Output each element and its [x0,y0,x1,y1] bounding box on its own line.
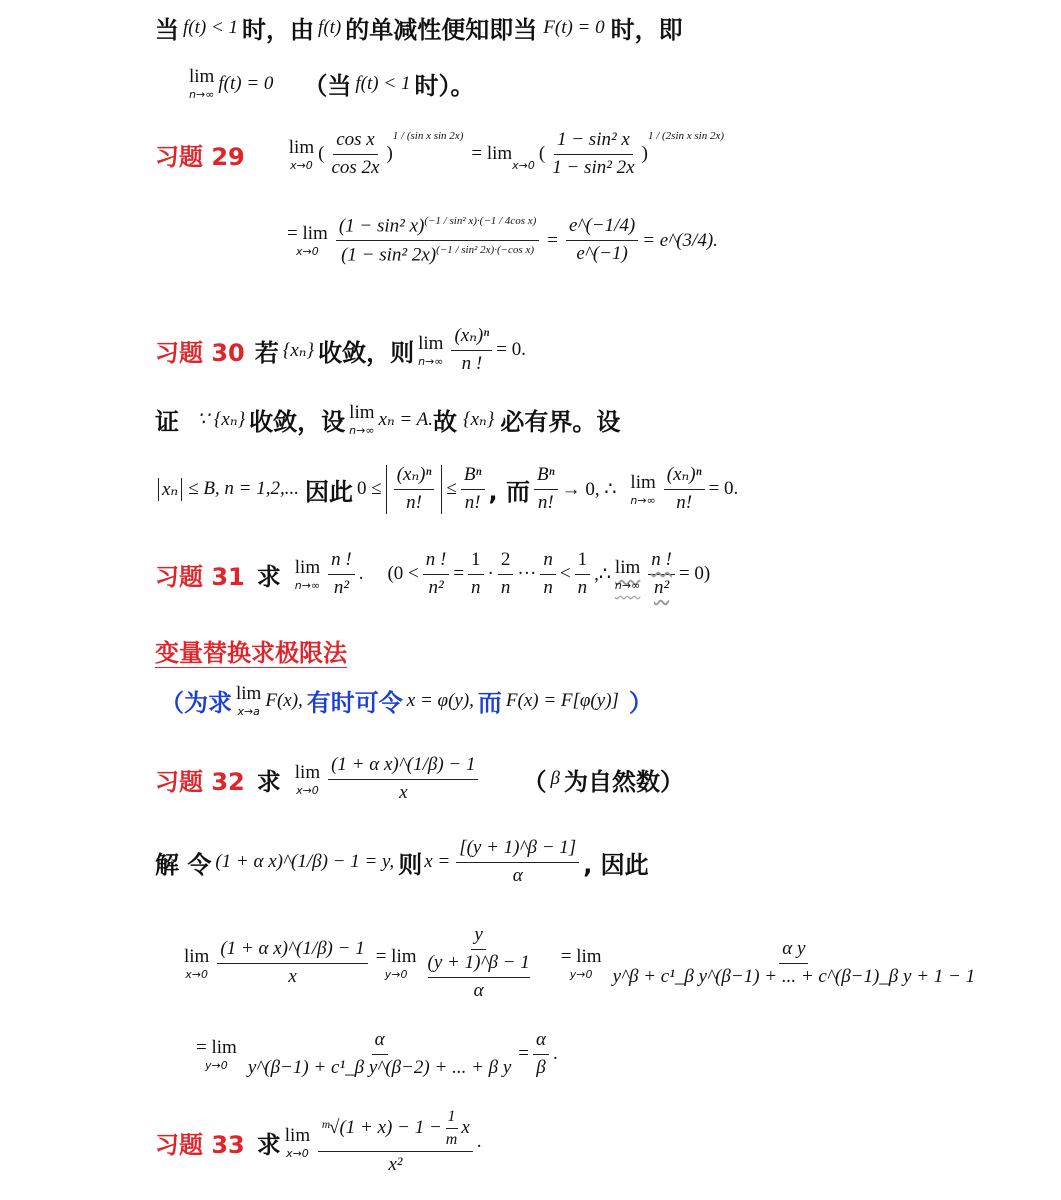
denominator: n² [428,576,444,598]
math: = lim [471,143,513,165]
numerator [336,215,539,241]
limit [285,1126,310,1159]
proof-30-line-1 [155,402,1061,437]
abs-value: xₙ [158,478,182,501]
math: F(x), [265,689,303,711]
numerator: α [533,1030,549,1055]
math: x = [424,851,451,873]
denominator [338,241,537,266]
text: 求 [256,562,281,591]
math: f(t) < 1 [355,72,411,94]
underlined-expression [611,550,679,599]
numerator: 1 [468,550,484,575]
den-base: (1 − sin² 2x) [341,244,437,266]
fraction [318,1108,473,1176]
math: ≤ [446,478,457,500]
text: 收敛，则 [318,338,415,367]
denominator: β [536,1056,546,1078]
numerator: (1 + α x)^(1/β) − 1 [217,939,367,964]
lim-text: lim [288,136,315,158]
exercise-31: 习题 31 求 lim n→∞ $\frac{n !}{\text{n²}}$ . (0 < $\frac{n !}{\text{n²}}$ = $\frac{1}{n}$ · $\frac{2}{n}$ ··· $\frac{n}{n}$ < $\frac{1}{n}$ ,∴ lim n→∞ $\frac{n !}{\text{n²}}$ = 0) [155,549,711,598]
denominator: y^β + c¹_β y^(β−1) + ... + c^(β−1)_β y + 1 − 1 [612,965,976,987]
math: = 0. [708,478,739,500]
exercise-33 [155,1108,1061,1176]
denominator: n [500,576,511,598]
solution-32-line-1 [155,838,1061,887]
math: ,∴ [594,563,611,585]
math: . [358,563,364,585]
denominator: y^(β−1) + c¹_β y^(β−2) + ... + β y [247,1056,512,1078]
lim-sub: y→0 [569,967,593,981]
text: 必有界。设 [500,408,621,436]
math: < [559,563,571,585]
limit [289,138,314,171]
limit [630,473,655,506]
lim-text: lim [630,471,656,493]
lim-text: = lim [560,945,602,967]
fraction [610,939,979,988]
num-exp: (−1 / sin² x)·(−1 / 4cos x) [424,215,537,227]
math: = 0. [496,339,526,361]
numerator: (xₙ)ⁿ [394,465,435,490]
lim-sub: x→0 [296,245,319,259]
text: 求 [256,767,281,796]
limit [561,947,602,980]
section-title: 变量替换求极限法 [155,639,347,667]
lim-text: lim [349,402,375,423]
inner-numerator: 1 [446,1108,458,1129]
numerator [318,1108,473,1152]
denominator [425,950,533,1002]
lim-sub: x→0 [185,967,209,981]
text: 若 [254,338,279,367]
denominator: n ! [461,352,483,374]
lim-text: = lim [287,223,328,245]
exercise-29-line-1: 习题 29 lim x→0 ( $\frac{\text{cos x}}{\cos 2x}$ ) 1 / (sin x sin 2x) = lim x→0 ( $\frac{\text{1 − sin² x}}{\text{1 − sin² 2x}}$ ) 1 / (2sin x sin 2x) [155,129,725,178]
exercise-32 [155,755,1061,804]
inner-numerator: (y + 1)^β − 1 [428,953,530,978]
limit [295,558,320,591]
lim-text: lim [418,332,444,354]
lim-text: = lim [196,1036,237,1058]
denominator: x [399,781,408,803]
exercise-label: 习题 31 [155,562,245,591]
limit [512,138,535,171]
text: 的单减性便知即当 [345,16,538,44]
limit [615,558,640,591]
lim-sub: n→∞ [349,424,375,437]
exercise-30 [155,326,1061,375]
numerator: α [372,1030,388,1055]
lim-text: lim [294,761,321,783]
fraction [217,939,367,988]
limit [236,684,261,717]
text: （当 [303,72,352,100]
exercise-label: 习题 33 [155,1130,245,1159]
math: 0 ≤ [357,478,382,500]
denominator: x [288,965,297,987]
fraction [648,550,675,599]
text: （ [522,767,547,796]
num-x: x [461,1116,470,1138]
text: 有时可令 [306,689,403,717]
math: = [453,563,465,585]
limit [295,763,320,796]
math: (0 < [387,563,419,585]
text: 证 [155,408,179,436]
limit [196,1038,237,1071]
limit [376,947,417,980]
denominator: n! [676,491,693,513]
denominator: n² [333,576,350,598]
text: 故 [433,408,457,436]
text: 因此 [305,477,353,506]
substitution-note [160,683,1061,718]
fraction [423,550,450,599]
math: f(t) = 0 [218,72,274,94]
fraction [575,550,591,599]
math: . [476,1131,482,1153]
denominator: n! [464,491,481,513]
denominator: n [471,576,481,598]
numerator: (1 + α x)^(1/β) − 1 [328,755,478,780]
limit [349,403,374,436]
fraction [566,216,638,265]
math: f(t) < 1 [183,16,239,38]
lim-sub: n→∞ [189,88,215,101]
text: 为自然数） [563,767,684,796]
numerator: (xₙ)ⁿ [664,465,705,490]
fraction [468,550,484,599]
lim-sub: n→∞ [418,354,444,368]
section-heading [155,633,1061,668]
proof-30-line-2 [158,465,1061,514]
fraction [451,326,492,375]
numerator: cos x [333,130,378,155]
text: 而 [477,689,502,717]
num-root: ᵐ√(1 + x) − 1 − [321,1116,442,1138]
denominator: n! [406,491,422,513]
numerator: 1 − sin² x [554,130,633,155]
fraction [533,1030,549,1079]
math: x = φ(y), [406,689,474,711]
denominator: n² [653,576,670,598]
math: ≤ B, n = 1,2,... [188,478,299,500]
lim-sub: y→0 [205,1058,228,1072]
text: 时，由 [242,16,315,44]
math: f(t) [318,16,342,38]
intro-line-2 [185,66,1061,101]
numerator: e^(−1/4) [566,216,638,241]
exponent: 1 / (2sin x sin 2x) [647,130,725,142]
numerator: Bⁿ [461,465,485,490]
math: β [550,768,560,790]
math: F(t) = 0 [543,16,605,38]
math: xₙ = A. [378,409,433,430]
lim-sub: n→∞ [630,493,656,507]
denominator: α [512,864,523,886]
limit [287,224,328,257]
lim-text: lim [236,683,262,704]
inner-fraction [444,1108,460,1148]
fraction [245,1030,514,1079]
math: = e^(3/4). [642,229,718,251]
numerator: 1 [575,550,591,575]
math: F(x) = F[φ(y)] [505,689,619,711]
den-exp: (−1 / sin² 2x)·(−cos x) [436,244,534,257]
fraction [498,550,514,599]
math: {xₙ} [282,339,315,361]
denominator: cos 2x [331,156,380,178]
numerator: n ! [328,550,355,575]
lim-sub: n→∞ [614,578,641,592]
lim-sub: y→0 [384,967,408,981]
denominator: n [577,576,588,598]
fraction [425,925,533,1002]
math: = [518,1043,530,1065]
num-base: (1 − sin² x) [338,215,425,237]
fraction [456,838,579,887]
fraction [328,755,478,804]
lim-text: lim [614,556,641,578]
text: 时）。 [414,72,475,100]
lim-sub: x→0 [512,158,535,172]
math: = 0) [678,563,711,585]
denominator: 1 − sin² 2x [552,156,635,178]
text: , 因此 [583,850,649,879]
lim-sub: x→0 [296,783,319,797]
math: → 0, ∴ [561,478,617,500]
fraction [394,465,435,514]
solution-32-line-3 [192,1030,1061,1079]
abs-fraction [386,465,443,514]
denominator: n [543,576,553,598]
limit [184,947,209,980]
text: 当 [155,16,179,44]
text: 则 [398,850,423,879]
numerator: 2 [498,550,514,575]
numerator: α y [779,939,808,964]
intro-line-1 [155,10,1061,45]
text: , 而 [488,477,530,506]
math: {xₙ} [463,409,495,430]
fraction [540,550,556,599]
fraction [461,465,485,514]
math: ··· [517,563,537,585]
exponent: 1 / (sin x sin 2x) [392,130,464,142]
denominator: x² [388,1154,403,1176]
numerator: Bⁿ [534,465,558,490]
inner-denominator: α [473,979,484,1001]
inner-denominator: m [445,1130,458,1148]
limit [418,334,443,367]
text: 时，即 [610,16,683,44]
exercise-label: 习题 30 [155,338,245,367]
exercise-label: 习题 32 [155,767,245,796]
numerator: n ! [423,550,450,575]
fraction [336,215,539,266]
numerator: n [540,550,556,575]
text: 收敛，设 [249,408,346,436]
lim-sub: x→0 [286,1146,309,1160]
exercise-29-line-2: = lim x→0 $\frac{(1 - \sin^2 x)^{(-1 / sin^2 x)\cdot(-1 / 4cos x)}}{(1 - \sin^2 2x)^{(-1 / sin^2 2x)\cdot(-cos x)}}$ = $\frac{e\^{}(-1/4)}{e\^{}(-1)}$ = e^(3/4). [287,215,718,266]
numerator: y [471,925,485,950]
lim-text: lim [294,556,321,578]
numerator: n ! [648,550,675,575]
lim-sub: x→a [237,705,260,718]
fraction [664,465,705,514]
fraction [549,130,637,179]
text: 解 令 [155,850,212,879]
denominator: n! [537,491,554,513]
exercise-label: 习题 29 [155,142,245,171]
text: ） [628,689,653,717]
lim-text: = lim [375,945,417,967]
lim-text: lim [284,1124,311,1146]
fraction [328,130,382,179]
text: （为求 [160,689,232,717]
lim-sub: n→∞ [294,578,321,592]
text: 求 [256,1130,281,1159]
math: . [553,1043,558,1065]
lim-sub: x→0 [290,158,313,172]
numerator: [(y + 1)^β − 1] [456,838,579,863]
math: ∵ {xₙ} [197,409,246,430]
math: (1 + α x)^(1/β) − 1 = y, [215,851,395,873]
lim-text: lim [184,945,210,967]
denominator: e^(−1) [576,243,628,265]
lim-text: lim [189,66,215,87]
fraction [328,550,355,599]
solution-32-line-2 [180,925,1061,1002]
numerator: (xₙ)ⁿ [451,326,492,351]
fraction [534,465,558,514]
limit [189,67,214,100]
